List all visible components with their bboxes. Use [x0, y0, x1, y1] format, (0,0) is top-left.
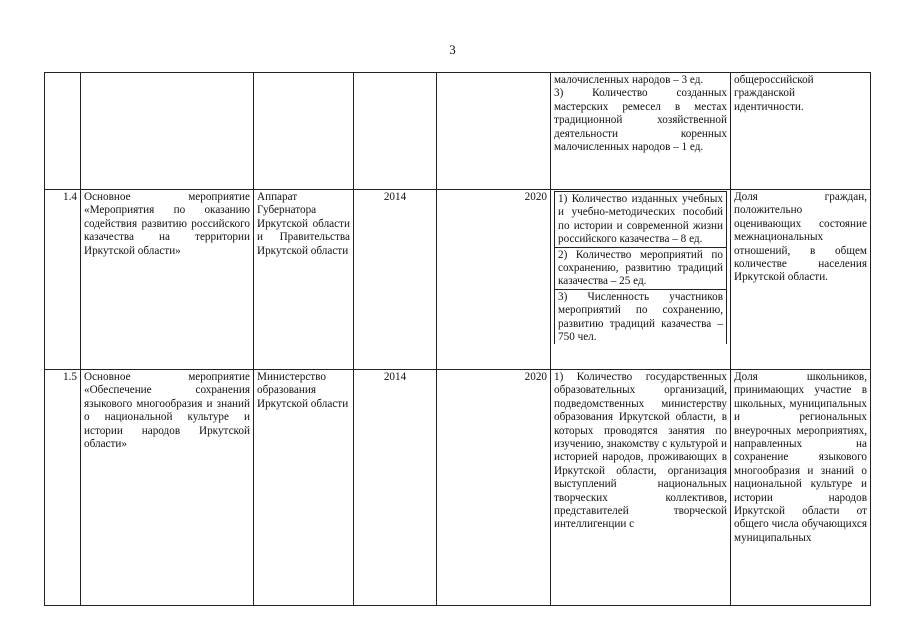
indicators-cell: 1) Количество государственных образовательных организаций, подведомственных министерству образования Иркутской области, в которых проводятся занятия по изучению, знакомству с культурой и историей народов, проживающих в Иркутской области, организация выступлений национальных творческих коллективов, представителей творческой интеллигенции с: [551, 370, 731, 606]
indicator-text: 1) Количество изданных учебных и учебно-методических пособий по истории и современной жизни российского казачества – 8 ед.: [555, 192, 727, 248]
result-cell: Доля граждан, положительно оценивающих состояние межнациональных отношений, в общем количестве населения Иркутской области.: [731, 190, 871, 370]
executor-cell: [254, 73, 354, 190]
page-number: 3: [449, 42, 456, 57]
table-row-1-4: [45, 190, 871, 370]
executor-cell: Министерство образования Иркутской области: [254, 370, 354, 606]
end-year-cell: 2020: [437, 370, 551, 606]
result-cell: Доля школьников, принимающих участие в школьных, муниципальных и региональных внеурочных мероприятиях, направленных на сохранение языкового многообразия и знаний о национальной культуре и истории народов Иркутской области от общего числа обучающихся муниципальных: [731, 370, 871, 606]
executor-cell: Аппарат Губернатора Иркутской области и Правительства Иркутской области: [254, 190, 354, 370]
indicator-text: 2) Количество мероприятий по сохранению, развитию традиций казачества – 25 ед.: [555, 247, 727, 289]
table-row-1-5: [45, 370, 871, 606]
name-cell: Основное мероприятие «Обеспечение сохранения языкового многообразия и знаний о национальной культуре и истории народов Иркутской области»: [81, 370, 254, 606]
measures-table: [44, 72, 871, 606]
result-cell: общероссийской гражданской идентичности.: [731, 73, 871, 190]
indicators-cell: [551, 190, 731, 370]
num-cell: [45, 73, 81, 190]
name-cell: Основное мероприятие «Мероприятия по оказанию содействия развитию российского казачества на территории Иркутской области»: [81, 190, 254, 370]
end-year-cell: [437, 73, 551, 190]
start-year-cell: 2014: [354, 370, 437, 606]
end-year-cell: 2020: [437, 190, 551, 370]
indicator-text: малочисленных народов – 3 ед.: [554, 74, 704, 86]
num-cell: 1.5: [45, 370, 81, 606]
start-year-cell: [354, 73, 437, 190]
indicators-cell: [551, 73, 731, 190]
num-cell: 1.4: [45, 190, 81, 370]
indicator-text: 3) Количество созданных мастерских ремесел в местах традиционной хозяйственной деятельности коренных малочисленных народов – 1 ед.: [554, 87, 727, 154]
start-year-cell: 2014: [354, 190, 437, 370]
name-cell: [81, 73, 254, 190]
table-row-continuation: [45, 73, 871, 190]
indicator-text: 3) Численность участников мероприятий по сохранению, развитию традиций казачества – 750 чел.: [555, 289, 727, 344]
indicators-subtable: [554, 191, 727, 344]
